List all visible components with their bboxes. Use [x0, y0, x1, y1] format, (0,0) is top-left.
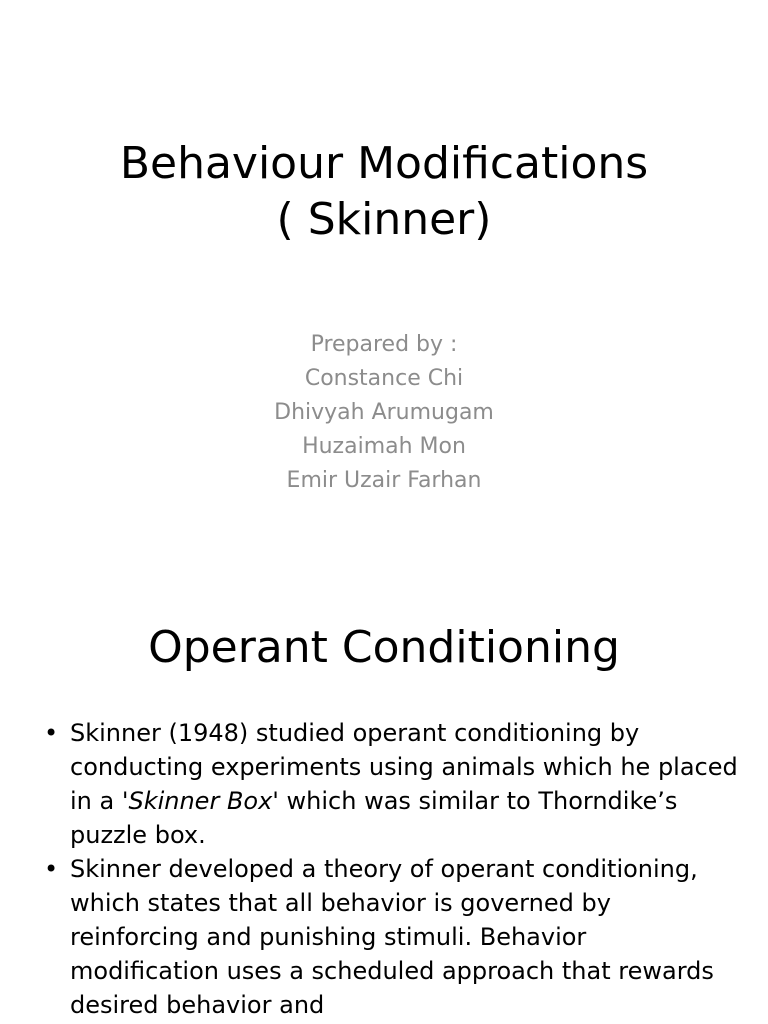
bullet-text: Skinner developed a theory of operant conditioning, which states that all behavior is governed by reinforcing and punishing stimuli. Behavior modification uses a scheduled approach that rewards desired behavior and	[70, 855, 714, 1019]
authors-block	[0, 328, 768, 498]
bullet-text: Skinner (1948) studied operant conditioning by conducting experiments using animals which he placed in a '	[70, 719, 738, 815]
bullet-item	[44, 716, 740, 852]
author-name: Constance Chi	[304, 366, 464, 391]
author-name: Huzaimah Mon	[302, 434, 466, 459]
content-slide	[0, 576, 768, 1024]
slide-heading: Operant Conditioning	[148, 622, 620, 673]
bullet-item	[44, 852, 740, 1022]
author-name: Dhivyah Arumugam	[274, 400, 494, 425]
bullet-marker: •	[44, 719, 59, 747]
slide-title	[0, 136, 768, 248]
author-name: Emir Uzair Farhan	[286, 468, 482, 493]
bullet-text-end: ' which was similar to Thorndike’s puzzle box.	[70, 787, 678, 849]
bullet-list	[44, 716, 740, 1022]
title-line-1: Behaviour Modifications	[119, 138, 649, 189]
title-line-2: ( Skinner)	[276, 194, 492, 245]
prepared-by-label: Prepared by :	[310, 332, 458, 357]
bullet-emphasis: Skinner Box	[128, 787, 273, 815]
bullet-marker: •	[44, 855, 59, 883]
